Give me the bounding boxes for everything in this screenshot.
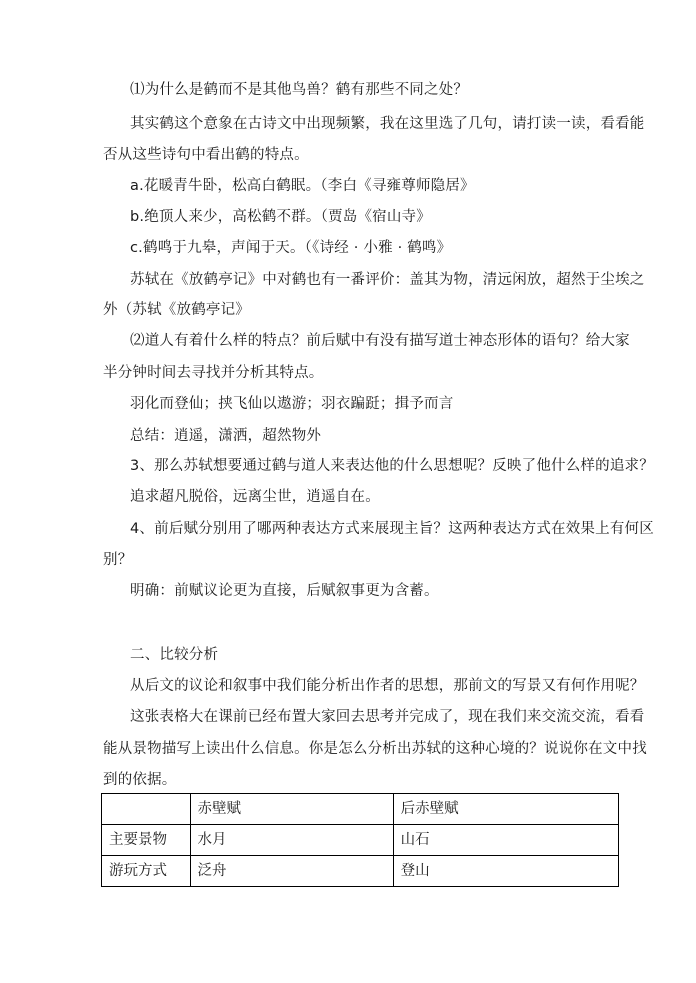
clarify-line: 明确：前赋议论更为直接，后赋叙事更为含蓄。	[130, 583, 439, 599]
comparison-table	[101, 793, 619, 887]
answer-line: 羽化而登仙；挟飞仙以遨游；羽衣蹁跹；揖予而言	[130, 396, 454, 412]
paragraph-line: 能从景物描写上读出什么信息。你是怎么分析出苏轼的这种心境的？说说你在文中找	[103, 741, 647, 757]
table-header-row	[102, 794, 619, 825]
table-cell: 山石	[393, 825, 618, 856]
table-row	[102, 856, 619, 887]
section-heading: 二、比较分析	[130, 647, 219, 663]
paragraph-line: 苏轼在《放鹤亭记》中对鹤也有一番评价：盖其为物，清远闲放，超然于尘埃之	[130, 272, 645, 288]
answer-line: 追求超凡脱俗，远离尘世，逍遥自在。	[130, 489, 380, 505]
paragraph-line: 否从这些诗句中看出鹤的特点。	[103, 147, 309, 163]
table-cell: 水月	[190, 825, 393, 856]
paragraph-line: 这张表格大在课前已经布置大家回去思考并完成了，现在我们来交流交流，看看	[130, 709, 645, 725]
table-cell: 登山	[393, 856, 618, 887]
table-cell: 后赤壁赋	[393, 794, 618, 825]
summary-line: 总结：逍遥，潇洒，超然物外	[130, 428, 322, 444]
paragraph-line: 外（苏轼《放鹤亭记》	[103, 302, 250, 318]
poem-b: b.绝顶人来少，高松鹤不群。（贾岛《宿山寺》	[130, 209, 431, 225]
question-1: ⑴为什么是鹤而不是其他鸟兽？鹤有那些不同之处？	[130, 82, 469, 98]
question-4: 4、前后赋分别用了哪两种表达方式来展现主旨？这两种表达方式在效果上有何区	[130, 521, 654, 537]
table-cell: 泛舟	[190, 856, 393, 887]
paragraph-line: 其实鹤这个意象在古诗文中出现频繁，我在这里选了几句，请打读一读，看看能	[130, 116, 645, 132]
poem-a: a.花暖青牛卧，松高白鹤眠。（李白《寻雍尊师隐居》	[130, 178, 475, 194]
question-2-cont: 半分钟时间去寻找并分析其特点。	[103, 365, 324, 381]
table-cell: 主要景物	[102, 825, 191, 856]
table-row	[102, 825, 619, 856]
paragraph-line: 从后文的议论和叙事中我们能分析出作者的思想，那前文的写景又有何作用呢？	[130, 678, 645, 694]
table-cell: 赤壁赋	[190, 794, 393, 825]
paragraph-line: 到的依据。	[103, 772, 177, 788]
question-3: 3、那么苏轼想要通过鹤与道人来表达他的什么思想呢？反映了他什么样的追求？	[130, 458, 654, 474]
question-4-cont: 别？	[103, 552, 133, 568]
table-cell	[102, 794, 191, 825]
poem-c: c.鹤鸣于九皋，声闻于天。（《诗经 · 小雅 · 鹤鸣》	[130, 240, 452, 256]
question-2: ⑵道人有着什么样的特点？前后赋中有没有描写道士神态形体的语句？给大家	[130, 333, 630, 349]
table-cell: 游玩方式	[102, 856, 191, 887]
